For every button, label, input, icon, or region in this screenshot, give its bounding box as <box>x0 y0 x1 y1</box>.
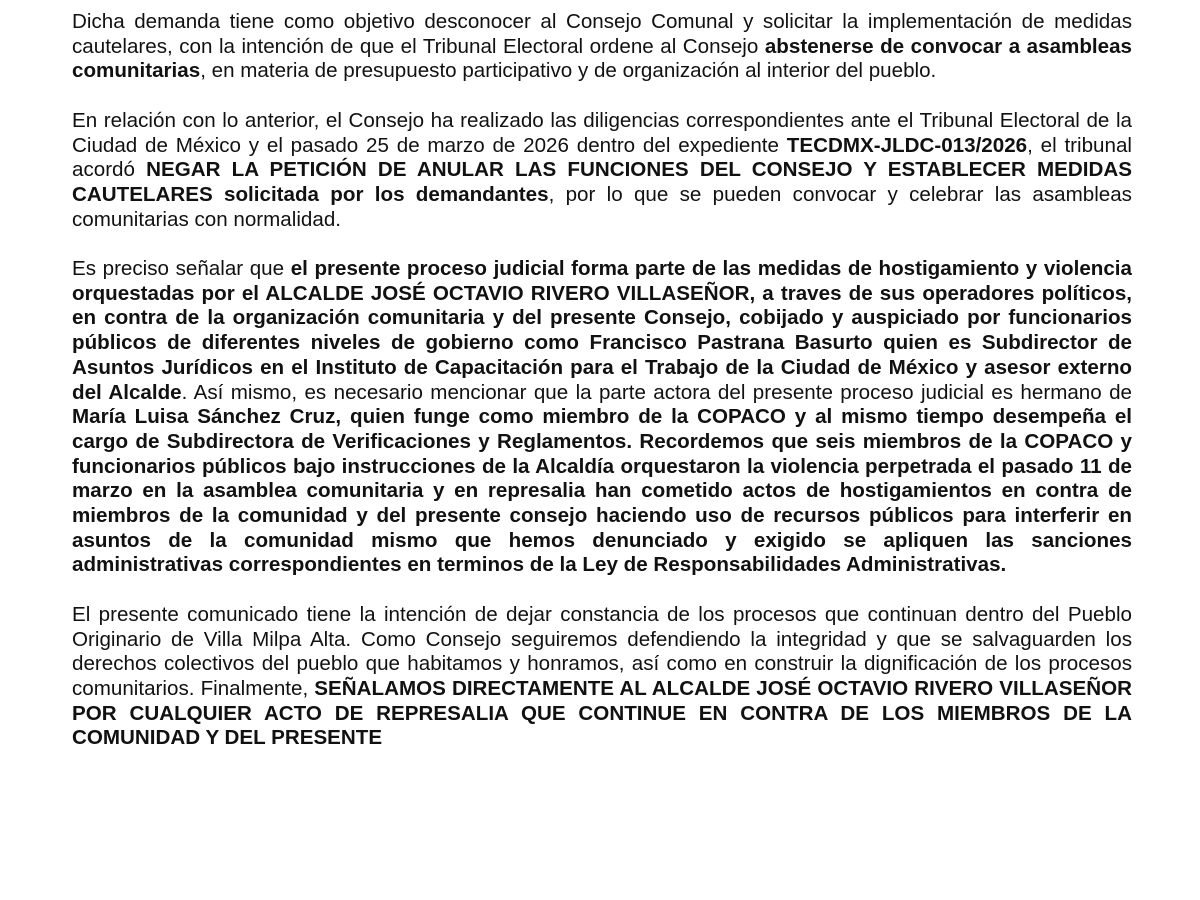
bold-text-run: abstenerse de convocar a asambleas comunitarias <box>72 34 1132 83</box>
paragraph-hostigamiento <box>72 257 1132 578</box>
text-run: , el tribunal acordó <box>72 133 1132 182</box>
paragraph-demanda-objetivo <box>72 10 1132 84</box>
bold-text-run: NEGAR LA PETICIÓN DE ANULAR LAS FUNCIONES DEL CONSEJO Y ESTABLECER MEDIDAS CAUTELARES solicitada por los demandantes <box>72 158 1132 206</box>
text-run: , por lo que se pueden convocar y celebrar las asambleas comunitarias con normalidad. <box>72 182 1132 231</box>
text-run: El presente comunicado tiene la intención de dejar constancia de los procesos que continuan dentro del Pueblo Originario de Villa Milpa Alta. Como Consejo seguiremos defendiendo la integridad y que se salvaguarden los derechos colectivos del pueblo que habitamos y honramos, así como en construir la dignificación de los procesos comunitarios. Finalmente, <box>72 602 1132 700</box>
paragraph-comunicado-final <box>72 603 1132 751</box>
bold-text-run: el presente proceso judicial forma parte de las medidas de hostigamiento y violencia orquestadas por el ALCALDE JOSÉ OCTAVIO RIVERO VILLASEÑOR, a traves de sus operadores políticos, en contra de la organización comunitaria y del presente Consejo, cobijado y auspiciado por funcionarios públicos de diferentes niveles de gobierno como Francisco Pastrana Basurto quien es Subdirector de Asuntos Jurídicos en el Instituto de Capacitación para el Trabajo de la Ciudad de México y asesor externo del Alcalde <box>72 257 1132 404</box>
text-run: En relación con lo anterior, el Consejo ha realizado las diligencias correspondientes ante el Tribunal Electoral de la Ciudad de México y el pasado 25 de marzo de 2026 dentro del expediente <box>72 108 1132 157</box>
bold-text-run: María Luisa Sánchez Cruz, quien funge como miembro de la COPACO y al mismo tiempo desempeña el cargo de Subdirectora de Verificaciones y Reglamentos. Recordemos que seis miembros de la COPACO y funcionarios públicos bajo instrucciones de la Alcaldía orquestaron la violencia perpetrada el pasado 11 de marzo en la asamblea comunitaria y en represalia han cometido actos de hostigamientos en contra de miembros de la comunidad y del presente consejo haciendo uso de recursos públicos para interferir en asuntos de la comunidad mismo que hemos denunciado y exigido se apliquen las sanciones administrativas correspondientes en terminos de la Ley de Responsabilidades Administrativas. <box>72 405 1132 577</box>
paragraph-resolucion-tribunal <box>72 109 1132 233</box>
bold-text-run: SEÑALAMOS DIRECTAMENTE AL ALCALDE JOSÉ OCTAVIO RIVERO VILLASEÑOR POR CUALQUIER ACTO DE REPRESALIA QUE CONTINUE EN CONTRA DE LOS MIEMBROS DE LA COMUNIDAD Y DEL PRESENTE <box>72 676 1132 750</box>
case-number: TECDMX-JLDC-013/2026 <box>786 133 1028 157</box>
document-page <box>72 10 1132 776</box>
text-run: Dicha demanda tiene como objetivo desconocer al Consejo Comunal y solicitar la implementación de medidas cautelares, con la intención de que el Tribunal Electoral ordene al Consejo <box>72 10 1132 58</box>
text-run: . Así mismo, es necesario mencionar que la parte actora del presente proceso judicial es hermano de <box>181 380 1132 404</box>
text-run: , en materia de presupuesto participativo y de organización al interior del pueblo. <box>200 59 937 83</box>
text-run: Es preciso señalar que <box>72 257 291 280</box>
